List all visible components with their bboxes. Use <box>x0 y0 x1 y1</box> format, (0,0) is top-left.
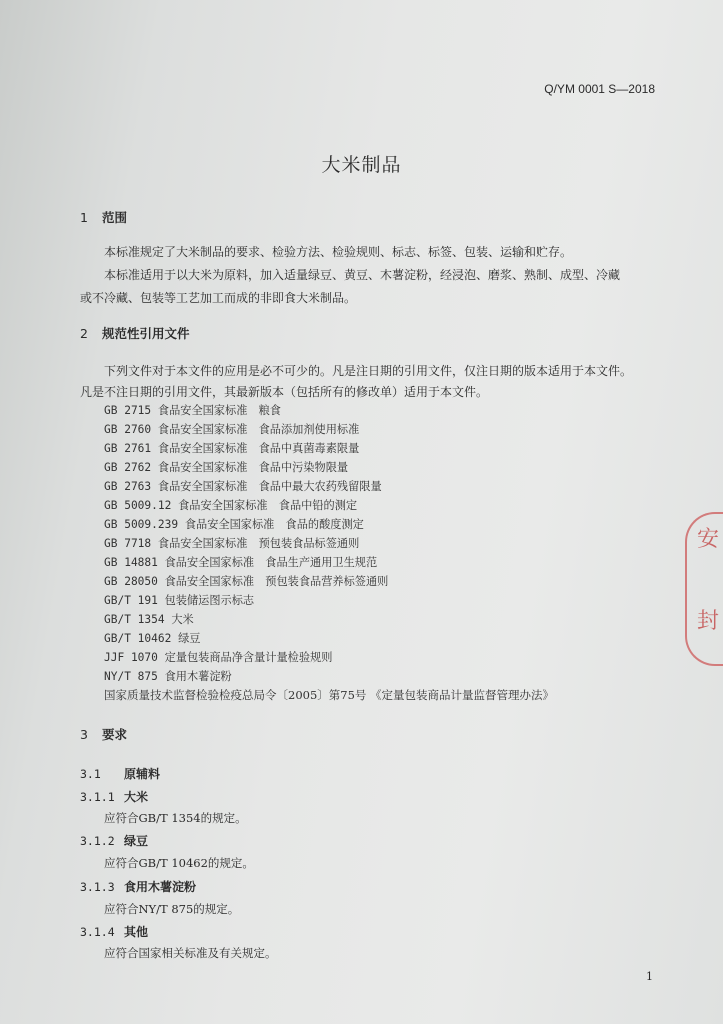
section-number: 2 <box>80 326 88 341</box>
section-number: 1 <box>80 210 88 225</box>
reference-item: JJF 1070 定量包装商品净含量计量检验规则 <box>104 651 333 664</box>
clause-title: 大米 <box>124 790 149 804</box>
section-1-heading <box>80 208 127 226</box>
clause-text: 应符合GB/T 10462的规定。 <box>104 856 254 870</box>
clause-title: 其他 <box>124 925 149 939</box>
clause-number: 3.1.3 <box>80 880 115 894</box>
reference-item: GB 14881 食品安全国家标准 食品生产通用卫生规范 <box>104 556 378 569</box>
reference-item: GB 28050 食品安全国家标准 预包装食品营养标签通则 <box>104 575 389 588</box>
clause-text: 应符合GB/T 1354的规定。 <box>104 811 247 825</box>
reference-item: GB 2763 食品安全国家标准 食品中最大农药残留限量 <box>104 480 382 493</box>
subsection-number: 3.1 <box>80 767 101 781</box>
clause-text: 应符合国家相关标准及有关规定。 <box>104 946 277 960</box>
section-title: 范围 <box>102 210 128 225</box>
clause-title: 绿豆 <box>124 834 149 848</box>
seal-char: 安 <box>697 527 720 552</box>
clause-number: 3.1.1 <box>80 790 115 804</box>
paragraph-line: 或不冷藏、包装等工艺加工而成的非即食大米制品。 <box>80 291 357 305</box>
document-title: 大米制品 <box>321 154 402 176</box>
reference-item: GB/T 10462 绿豆 <box>104 632 201 645</box>
clause-heading <box>80 832 148 849</box>
reference-item: GB 2761 食品安全国家标准 食品中真菌毒素限量 <box>104 442 360 455</box>
reference-item: GB 2715 食品安全国家标准 粮食 <box>104 404 281 417</box>
paragraph-line: 本标准规定了大米制品的要求、检验方法、检验规则、标志、标签、包装、运输和贮存。 <box>104 245 573 259</box>
clause-heading <box>80 878 196 895</box>
clause-heading <box>80 923 148 940</box>
reference-item: GB 2760 食品安全国家标准 食品添加剂使用标准 <box>104 423 360 436</box>
subsection-3-1-heading <box>80 765 160 782</box>
reference-item: GB 5009.239 食品安全国家标准 食品的酸度测定 <box>104 518 364 531</box>
clause-title: 食用木薯淀粉 <box>124 880 197 894</box>
reference-item: GB/T 191 包装储运图示标志 <box>104 594 255 607</box>
section-number: 3 <box>80 727 88 742</box>
paragraph-line: 下列文件对于本文件的应用是必不可少的。凡是注日期的引用文件，仅注日期的版本适用于本文件。 <box>104 364 633 378</box>
clause-number: 3.1.2 <box>80 834 115 848</box>
clause-text: 应符合NY/T 875的规定。 <box>104 902 240 916</box>
page-number: 1 <box>646 970 653 983</box>
reference-item: GB 7718 食品安全国家标准 预包装食品标签通则 <box>104 537 360 550</box>
standard-number: Q/YM 0001 S—2018 <box>544 82 655 96</box>
clause-number: 3.1.4 <box>80 925 115 939</box>
seal-char: 封 <box>697 609 720 634</box>
reference-item: GB 5009.12 食品安全国家标准 食品中铅的测定 <box>104 499 358 512</box>
section-3-heading <box>80 725 127 743</box>
paragraph-line: 本标准适用于以大米为原料，加入适量绿豆、黄豆、木薯淀粉，经浸泡、磨浆、熟制、成型、冷藏 <box>104 268 621 282</box>
section-title: 要求 <box>102 727 128 742</box>
reference-item: GB 2762 食品安全国家标准 食品中污染物限量 <box>104 461 349 474</box>
subsection-title: 原辅料 <box>124 767 161 781</box>
reference-item: 国家质量技术监督检验检疫总局令〔2005〕第75号 《定量包装商品计量监督管理办法》 <box>104 688 555 702</box>
reference-item: GB/T 1354 大米 <box>104 613 194 626</box>
section-2-heading <box>80 324 190 342</box>
paragraph-line: 凡是不注日期的引用文件，其最新版本（包括所有的修改单）适用于本文件。 <box>80 385 489 399</box>
seal-stamp <box>685 512 723 666</box>
clause-heading <box>80 788 148 805</box>
section-title: 规范性引用文件 <box>102 326 190 341</box>
reference-item: NY/T 875 食用木薯淀粉 <box>104 670 232 683</box>
